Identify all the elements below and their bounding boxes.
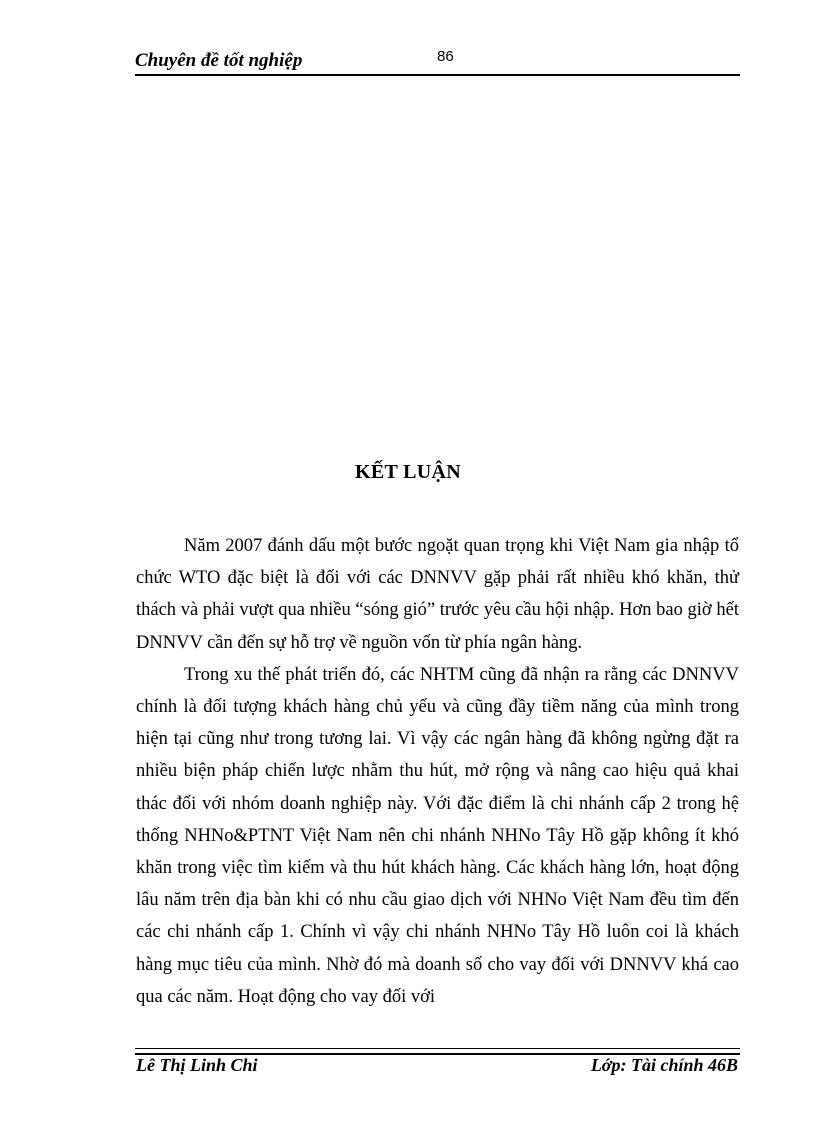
header-title: Chuyên đề tốt nghiệp [135, 50, 303, 71]
footer-author: Lê Thị Linh Chi [136, 1055, 258, 1075]
footer-divider [135, 1048, 740, 1055]
paragraph: Năm 2007 đánh dấu một bước ngoặt quan trọng khi Việt Nam gia nhập tổ chức WTO đặc biệt là đối với các DNNVV gặp phải rất nhiều khó khăn, thử thách và phải vượt qua nhiều “sóng gió” trước yêu cầu hội nhập. Hơn bao giờ hết DNNVV cần đến sự hỗ trợ về nguồn vốn từ phía ngân hàng. [136, 536, 739, 653]
page-number: 86 [437, 48, 454, 65]
section-title: KẾT LUẬN [355, 461, 461, 483]
footer-class: Lớp: Tài chính 46B [590, 1055, 738, 1075]
paragraph: Trong xu thế phát triển đó, các NHTM cũng đã nhận ra rằng các DNNVV chính là đối tượng khách hàng chủ yếu và cũng đầy tiềm năng của mình trong hiện tại cũng như trong tương lai. Vì vậy các ngân hàng đã không ngừng đặt ra nhiều biện pháp chiến lược nhằm thu hút, mở rộng và nâng cao hiệu quả khai thác đối với nhóm doanh nghiệp này. Với đặc điểm là chi nhánh cấp 2 trong hệ thống NHNo&PTNT Việt Nam nên chi nhánh NHNo Tây Hồ gặp không ít khó khăn trong việc tìm kiếm và thu hút khách hàng. Các khách hàng lớn, hoạt động lâu năm trên địa bàn khi có nhu cầu giao dịch với NHNo Việt Nam đều tìm đến các chi nhánh cấp 1. Chính vì vậy chi nhánh NHNo Tây Hồ luôn coi là khách hàng mục tiêu của mình. Nhờ đó mà doanh số cho vay đối với DNNVV khá cao qua các năm. Hoạt động cho vay đối với [136, 664, 739, 1007]
body-text [136, 530, 739, 1013]
page-header [135, 46, 740, 76]
